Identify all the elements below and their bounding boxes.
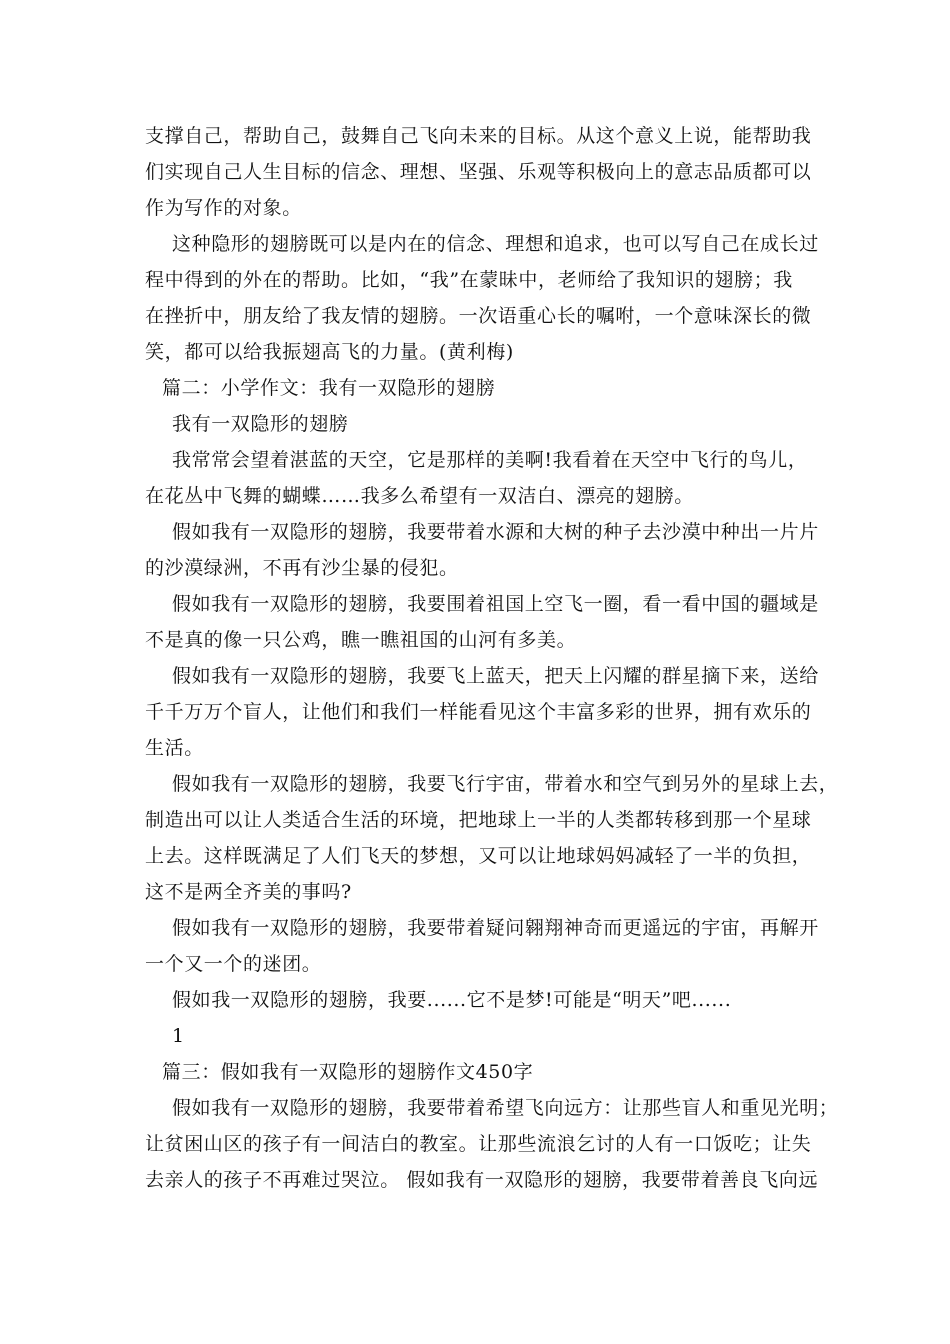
text-line: 生活。 [145,737,204,759]
section-heading: 篇三：假如我有一双隐形的翅膀作文450字 [162,1061,534,1083]
page-number: 1 [172,1025,185,1047]
text-line: 的沙漠绿洲，不再有沙尘暴的侵犯。 [145,557,459,579]
text-line: 不是真的像一只公鸡，瞧一瞧祖国的山河有多美。 [145,629,577,651]
text-line: 在挫折中，朋友给了我友情的翅膀。一次语重心长的嘱咐，一个意味深长的微 [145,305,812,327]
text-line: 千千万万个盲人，让他们和我们一样能看见这个丰富多彩的世界，拥有欢乐的 [145,701,812,723]
text-line: 上去。这样既满足了人们飞天的梦想，又可以让地球妈妈减轻了一半的负担， [145,845,812,867]
text-line: 去亲人的孩子不再难过哭泣。 假如我有一双隐形的翅膀，我要带着善良飞向远 [145,1169,819,1191]
text-line: 假如我有一双隐形的翅膀，我要围着祖国上空飞一圈，看一看中国的疆域是 [172,593,819,615]
text-line: 在花丛中飞舞的蝴蝶……我多么希望有一双洁白、漂亮的翅膀。 [145,485,694,507]
text-line: 假如我一双隐形的翅膀，我要......它不是梦!可能是“明天”吧...... [172,989,732,1011]
text-line: 这不是两全齐美的事吗? [145,881,352,903]
text-line: 一个又一个的迷团。 [145,953,322,975]
article-title: 我有一双隐形的翅膀 [172,413,349,435]
text-line: 们实现自己人生目标的信念、理想、坚强、乐观等积极向上的意志品质都可以 [145,161,812,183]
text-line: 让贫困山区的孩子有一间洁白的教室。让那些流浪乞讨的人有一口饭吃；让失 [145,1133,812,1155]
text-line: 支撑自己，帮助自己，鼓舞自己飞向未来的目标。从这个意义上说，能帮助我 [145,125,812,147]
text-line: 这种隐形的翅膀既可以是内在的信念、理想和追求，也可以写自己在成长过 [172,233,819,255]
section-heading: 篇二：小学作文：我有一双隐形的翅膀 [162,377,496,399]
text-line: 作为写作的对象。 [145,197,302,219]
text-line: 假如我有一双隐形的翅膀，我要飞行宇宙，带着水和空气到另外的星球上去， [172,773,839,795]
text-line: 假如我有一双隐形的翅膀，我要带着希望飞向远方：让那些盲人和重见光明； [172,1097,839,1119]
text-line: 假如我有一双隐形的翅膀，我要带着水源和大树的种子去沙漠中种出一片片 [172,521,819,543]
text-line: 我常常会望着湛蓝的天空，它是那样的美啊!我看着在天空中飞行的鸟儿， [172,449,808,471]
text-line: 制造出可以让人类适合生活的环境，把地球上一半的人类都转移到那一个星球 [145,809,812,831]
text-line: 程中得到的外在的帮助。比如，“我”在蒙昧中，老师给了我知识的翅膀；我 [145,269,793,291]
text-line: 笑，都可以给我振翅高飞的力量。(黄利梅) [145,341,514,363]
text-line: 假如我有一双隐形的翅膀，我要飞上蓝天，把天上闪耀的群星摘下来，送给 [172,665,819,687]
text-line: 假如我有一双隐形的翅膀，我要带着疑问翱翔神奇而更遥远的宇宙，再解开 [172,917,819,939]
